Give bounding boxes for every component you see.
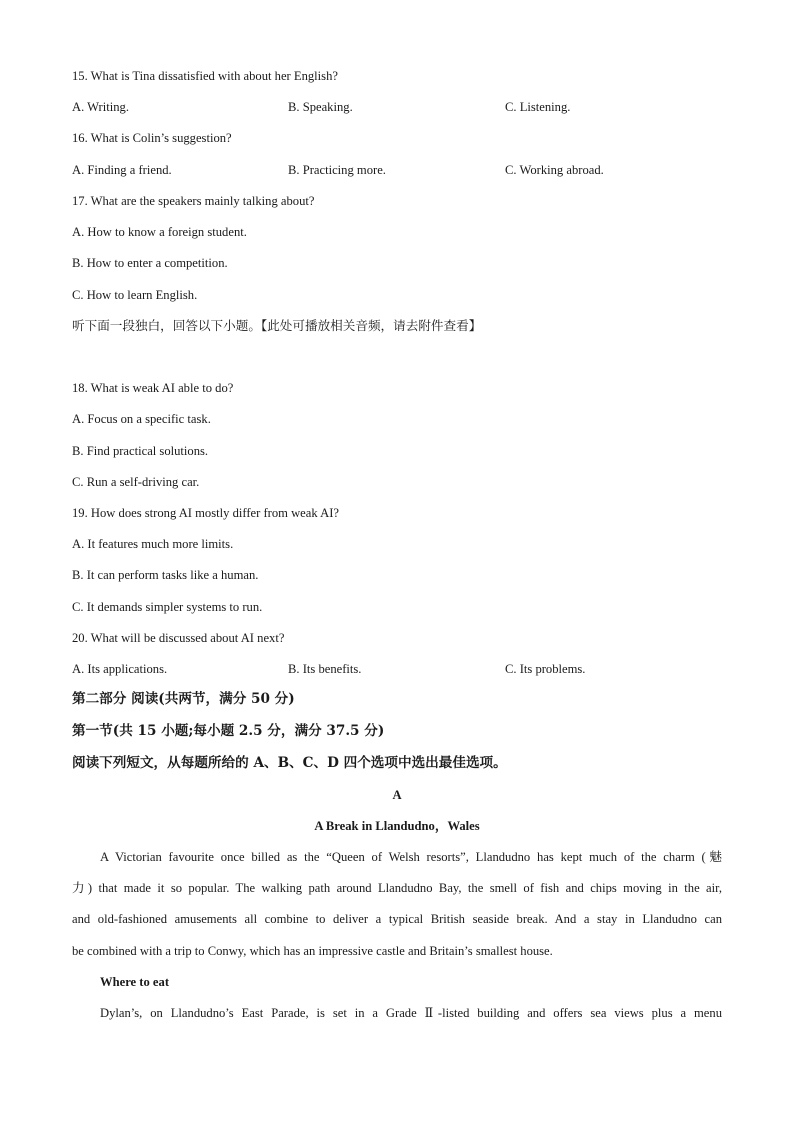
question-19-stem: 19. How does strong AI mostly differ from weak AI? [72,506,339,520]
question-16-stem: 16. What is Colin’s suggestion? [72,131,232,145]
part-two-heading: 第二部分 阅读(共两节，满分 50 分) [72,691,295,707]
question-15-option-c: C. Listening. [505,100,571,114]
passage-para1-line4: be combined with a trip to Conwy, which has an impressive castle and Britain’s smallest house. [72,944,553,958]
question-17-option-b: B. How to enter a competition. [72,256,228,270]
passage-para1-line2: 力) that made it so popular. The walking path around Llandudno Bay, the smell of fish and chips moving in the air, [72,881,722,895]
section-one-heading: 第一节(共 15 小题;每小题 2.5 分，满分 37.5 分) [72,723,385,739]
question-18-option-a: A. Focus on a specific task. [72,412,211,426]
reading-instruction: 阅读下列短文，从每题所给的 A、B、C、D 四个选项中选出最佳选项。 [72,755,507,771]
question-16-option-a: A. Finding a friend. [72,163,172,177]
question-20-option-c: C. Its problems. [505,662,586,676]
question-18-stem: 18. What is weak AI able to do? [72,381,234,395]
passage-letter: A [392,788,402,802]
question-17-option-a: A. How to know a foreign student. [72,225,247,239]
passage-para2-line1: Dylan’s, on Llandudno’s East Parade, is set in a Grade Ⅱ-listed building and offers sea views plus a menu [100,1006,722,1020]
question-15-option-a: A. Writing. [72,100,129,114]
passage-subheading: Where to eat [100,975,170,989]
question-20-option-b: B. Its benefits. [288,662,362,676]
question-18-option-b: B. Find practical solutions. [72,444,209,458]
passage-para1-line3: and old-fashioned amusements all combine to deliver a typical British seaside break. And a stay in Llandudno can [72,912,722,926]
passage-para1-line1: A Victorian favourite once billed as the “Queen of Welsh resorts”, Llandudno has kept much of the charm (魅 [100,850,722,864]
monologue-instruction: 听下面一段独白，回答以下小题。【此处可播放相关音频，请去附件查看】 [72,318,482,333]
question-18-option-c: C. Run a self-driving car. [72,475,200,489]
passage-title: A Break in Llandudno，Wales [314,819,480,833]
question-16-option-c: C. Working abroad. [505,163,604,177]
question-19-option-c: C. It demands simpler systems to run. [72,600,263,614]
question-17-stem: 17. What are the speakers mainly talking about? [72,194,315,208]
question-15-stem: 15. What is Tina dissatisfied with about her English? [72,69,338,83]
question-20-stem: 20. What will be discussed about AI next? [72,631,285,645]
question-17-option-c: C. How to learn English. [72,288,198,302]
question-19-option-b: B. It can perform tasks like a human. [72,568,259,582]
question-16-option-b: B. Practicing more. [288,163,386,177]
question-20-option-a: A. Its applications. [72,662,168,676]
question-15-option-b: B. Speaking. [288,100,353,114]
question-19-option-a: A. It features much more limits. [72,537,234,551]
